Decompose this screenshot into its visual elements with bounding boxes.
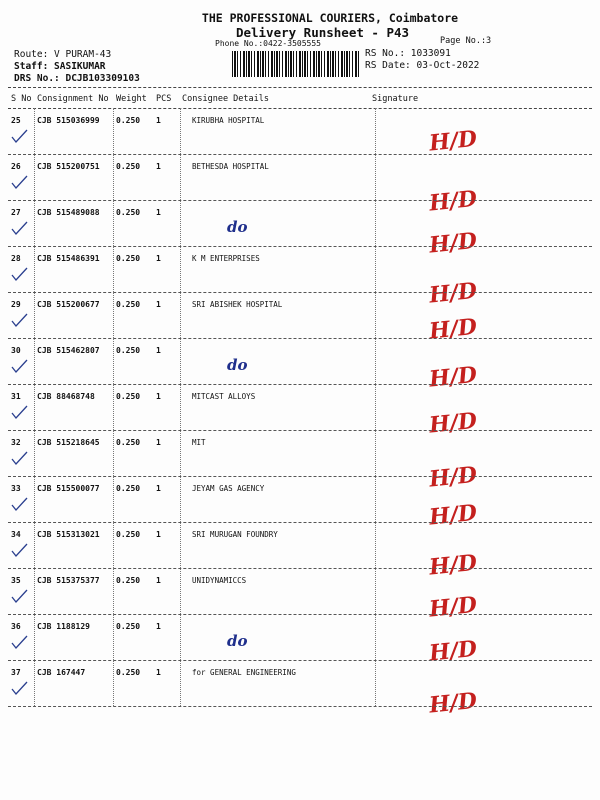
row-weight: 0.250 [116, 162, 141, 171]
checkmark-icon [10, 634, 30, 650]
row-sno: 30 [11, 346, 21, 355]
col-signature: Signature [372, 94, 419, 104]
signature-text: H/D [427, 361, 479, 393]
page-number: Page No.:3 [440, 36, 492, 46]
row-sno: 31 [11, 392, 21, 401]
col-weight: Weight [116, 94, 147, 104]
row-consignment-no: CJB 515375377 [37, 576, 100, 585]
checkmark-icon [10, 404, 30, 420]
row-pcs: 1 [156, 300, 161, 309]
row-consignment-no: CJB 515200677 [37, 300, 100, 309]
drs-number: DRS No.: DCJB103309103 [14, 73, 140, 84]
row-pcs: 1 [156, 254, 161, 263]
row-consignment-no: CJB 515462807 [37, 346, 100, 355]
row-weight: 0.250 [116, 438, 141, 447]
checkmark-icon [10, 266, 30, 282]
row-sno: 25 [11, 116, 21, 125]
company-name: THE PROFESSIONAL COURIERS, Coimbatore [201, 11, 459, 25]
row-pcs: 1 [156, 162, 161, 171]
signature-text: H/D [427, 635, 479, 667]
row-pcs: 1 [156, 438, 161, 447]
row-consignee: UNIDYNAMICCS [192, 576, 247, 585]
checkmark-icon [10, 220, 30, 236]
row-consignment-no: CJB 515500077 [37, 484, 100, 493]
row-pcs: 1 [156, 530, 161, 539]
ditto-text: do [227, 356, 248, 374]
route: Route: V PURAM-43 [14, 49, 112, 60]
signature [425, 496, 505, 532]
ditto-text: do [227, 632, 248, 650]
row-consignment-no: CJB 515489088 [37, 208, 100, 217]
checkmark-icon [10, 174, 30, 190]
signature-text: H/D [427, 499, 479, 531]
signature [425, 632, 505, 668]
ditto-mark [225, 214, 255, 238]
barcode [232, 51, 360, 77]
row-sno: 35 [11, 576, 21, 585]
checkmark-icon [10, 128, 30, 144]
row-weight: 0.250 [116, 116, 141, 125]
row-sno: 28 [11, 254, 21, 263]
row-weight: 0.250 [116, 346, 141, 355]
rs-number: RS No.: 1033091 [365, 48, 451, 59]
header-divider-bottom [8, 108, 592, 109]
row-consignment-no: CJB 515218645 [37, 438, 100, 447]
checkmark-icon [10, 312, 30, 328]
checkmark-icon [10, 450, 30, 466]
row-weight: 0.250 [116, 392, 141, 401]
row-divider [8, 292, 592, 293]
row-consignment-no: CJB 515036999 [37, 116, 100, 125]
row-pcs: 1 [156, 346, 161, 355]
row-sno: 37 [11, 668, 21, 677]
row-consignee: K M ENTERPRISES [192, 254, 260, 263]
row-consignment-no: CJB 515200751 [37, 162, 100, 171]
ditto-text: do [227, 218, 248, 236]
checkmark-icon [10, 496, 30, 512]
ditto-mark [225, 352, 255, 376]
phone-number: Phone No.:0422-3505555 [215, 39, 321, 48]
signature [425, 684, 505, 720]
signature-text: H/D [427, 591, 479, 623]
document-title: Delivery Runsheet - P43 [235, 25, 410, 40]
row-consignee: JEYAM GAS AGENCY [192, 484, 265, 493]
col-pcs: PCS [156, 94, 172, 104]
row-consignee: for GENERAL ENGINEERING [192, 668, 296, 677]
row-sno: 26 [11, 162, 21, 171]
row-divider [8, 706, 592, 707]
row-pcs: 1 [156, 622, 161, 631]
row-consignment-no: CJB 167447 [37, 668, 86, 677]
signature-text: H/D [427, 313, 479, 345]
signature [425, 310, 505, 346]
row-sno: 27 [11, 208, 21, 217]
col-consignee: Consignee Details [182, 94, 269, 104]
row-consignee: KIRUBHA HOSPITAL [192, 116, 265, 125]
signature-text: H/D [427, 407, 479, 439]
row-consignment-no: CJB 515313021 [37, 530, 100, 539]
row-pcs: 1 [156, 392, 161, 401]
row-consignment-no: CJB 515486391 [37, 254, 100, 263]
row-sno: 36 [11, 622, 21, 631]
checkmark-icon [10, 542, 30, 558]
row-weight: 0.250 [116, 300, 141, 309]
signature [425, 358, 505, 394]
signature-text: H/D [427, 227, 479, 259]
checkmark-icon [10, 358, 30, 374]
row-divider [8, 476, 592, 477]
row-pcs: 1 [156, 208, 161, 217]
row-weight: 0.250 [116, 576, 141, 585]
row-consignee: MITCAST ALLOYS [192, 392, 256, 401]
row-divider [8, 430, 592, 431]
row-weight: 0.250 [116, 668, 141, 677]
rs-date: RS Date: 03-Oct-2022 [365, 60, 480, 71]
row-consignee: SRI MURUGAN FOUNDRY [192, 530, 278, 539]
row-divider [8, 154, 592, 155]
row-weight: 0.250 [116, 254, 141, 263]
signature-text: H/D [427, 549, 479, 581]
row-sno: 33 [11, 484, 21, 493]
row-consignee: SRI ABISHEK HOSPITAL [192, 300, 283, 309]
row-sno: 29 [11, 300, 21, 309]
signature-text: H/D [427, 185, 479, 217]
checkmark-icon [10, 588, 30, 604]
row-divider [8, 522, 592, 523]
row-pcs: 1 [156, 116, 161, 125]
row-divider [8, 614, 592, 615]
row-weight: 0.250 [116, 484, 141, 493]
checkmark-icon [10, 680, 30, 696]
row-pcs: 1 [156, 668, 161, 677]
col-consignment: Consignment No [37, 94, 109, 104]
signature-text: H/D [427, 277, 479, 309]
row-divider [8, 568, 592, 569]
row-pcs: 1 [156, 484, 161, 493]
signature [425, 122, 505, 158]
row-divider [8, 384, 592, 385]
row-weight: 0.250 [116, 208, 141, 217]
row-weight: 0.250 [116, 622, 141, 631]
row-divider [8, 200, 592, 201]
row-consignee: MIT [192, 438, 206, 447]
row-pcs: 1 [156, 576, 161, 585]
signature-text: H/D [427, 125, 479, 157]
row-consignment-no: CJB 88468748 [37, 392, 95, 401]
signature-text: H/D [427, 687, 479, 719]
col-sno: S No [11, 94, 32, 104]
row-sno: 34 [11, 530, 21, 539]
staff: Staff: SASIKUMAR [14, 61, 106, 72]
row-consignment-no: CJB 1188129 [37, 622, 90, 631]
signature [425, 404, 505, 440]
row-divider [8, 338, 592, 339]
row-consignee: BETHESDA HOSPITAL [192, 162, 269, 171]
ditto-mark [225, 628, 255, 652]
signature [425, 588, 505, 624]
row-weight: 0.250 [116, 530, 141, 539]
header-divider-top [8, 87, 592, 88]
signature-text: H/D [427, 461, 479, 493]
row-divider [8, 246, 592, 247]
row-sno: 32 [11, 438, 21, 447]
row-divider [8, 660, 592, 661]
